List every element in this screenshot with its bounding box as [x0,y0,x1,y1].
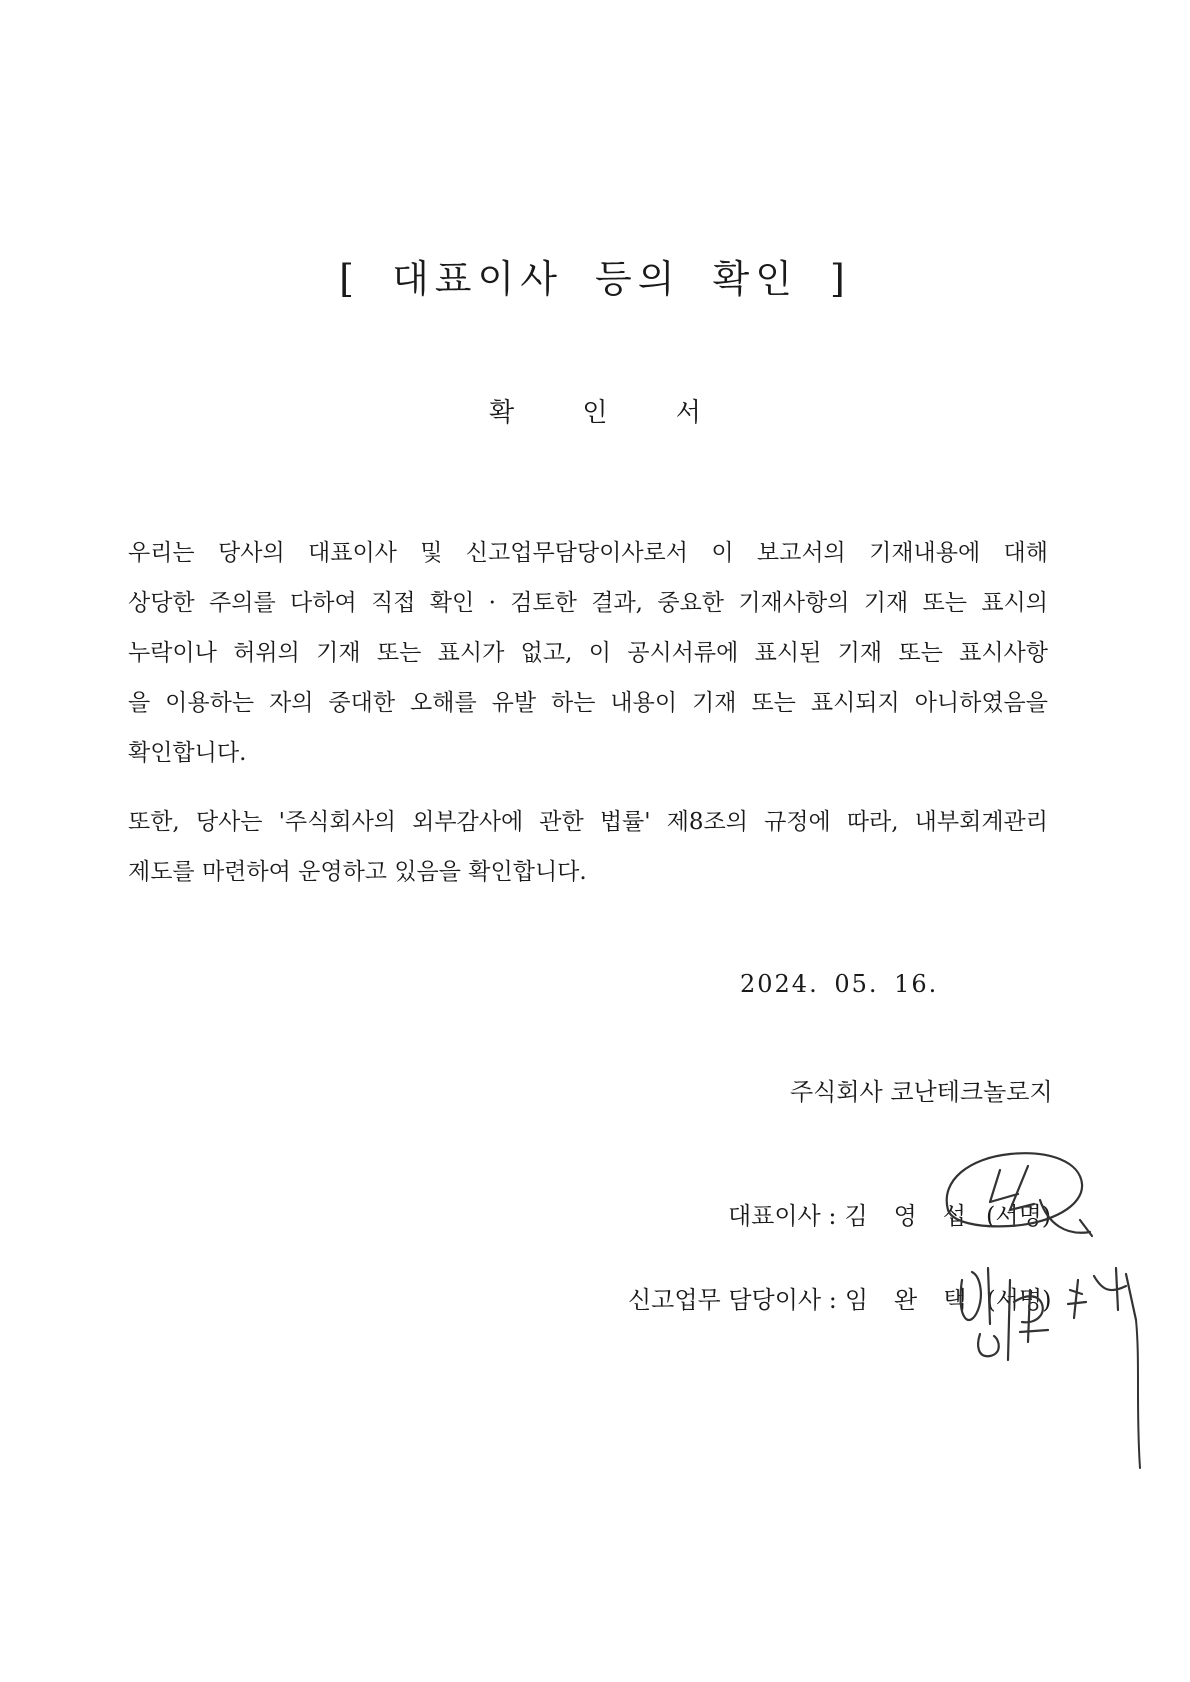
paragraph-line: 누락이나 허위의 기재 또는 표시가 없고, 이 공시서류에 표시된 기재 또는 표시사항 [128,640,1048,666]
signatory-title: 대표이사 : [728,1202,837,1230]
document-date: 2024. 05. 16. [740,970,939,998]
paragraph-line: 또한, 당사는 '주식회사의 외부감사에 관한 법률' 제8조의 규정에 따라, 내부회계관리 [128,809,1048,835]
sign-label: (서명) [986,1286,1052,1314]
signatory-name-char: 섭 [942,1202,967,1230]
internal-control-paragraph [128,797,1048,897]
signatory-name-char: 택 [943,1286,967,1314]
sign-label: (서명) [986,1202,1052,1230]
document-heading: [ 대표이사 등의 확인 ] [339,257,851,301]
signatory-name-char: 임 [844,1286,869,1314]
signatory-name-char: 완 [894,1286,918,1314]
paragraph-line: 을 이용하는 자의 중대한 오해를 유발 하는 내용이 기재 또는 표시되지 아니하였음을 [128,690,1048,716]
signatory-title: 신고업무 담당이사 : [628,1286,837,1314]
paragraph-line: 제도를 마련하여 운영하고 있음을 확인합니다. [128,859,587,885]
ceo-signature-line [728,1196,1051,1231]
company-name: 주식회사 코난테크놀로지 [790,1078,1053,1106]
disclosure-director-signature-line [628,1280,1052,1315]
confirmation-paragraph [128,528,1048,778]
document-subtitle: 확 인 서 [489,398,701,428]
paragraph-line: 우리는 당사의 대표이사 및 신고업무담당이사로서 이 보고서의 기재내용에 대해 [128,540,1048,566]
signatory-name-char: 김 [844,1202,868,1230]
paragraph-line: 확인합니다. [128,740,247,766]
signatory-name-char: 영 [893,1202,917,1230]
paragraph-line: 상당한 주의를 다하여 직접 확인 · 검토한 결과, 중요한 기재사항의 기재 또는 표시의 [128,590,1048,616]
